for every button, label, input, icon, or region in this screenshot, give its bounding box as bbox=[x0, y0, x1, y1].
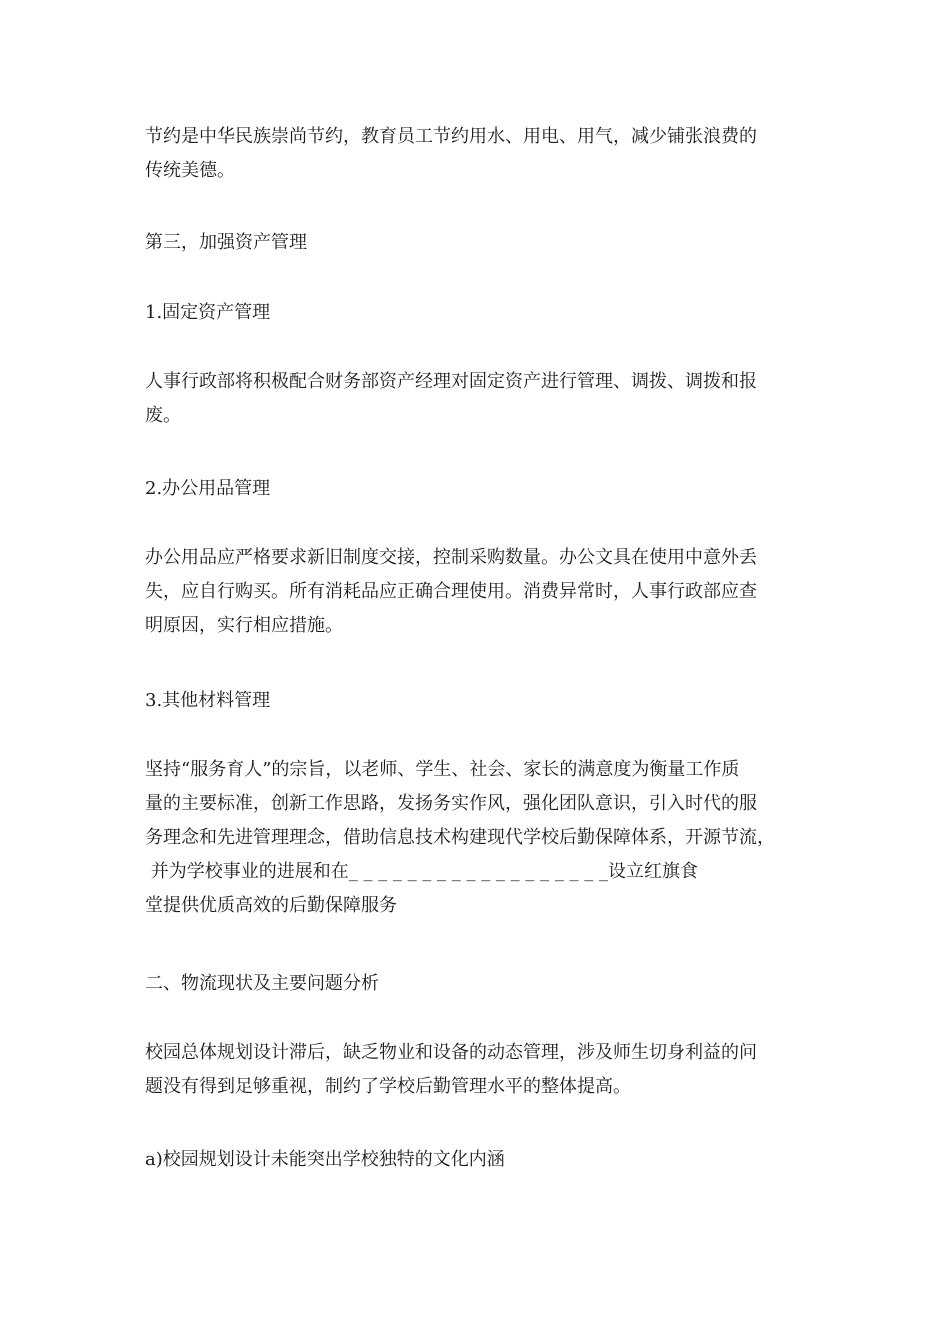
text-line: 失，应自行购买。所有消耗品应正确合理使用。消费异常时，人事行政部应查 bbox=[145, 581, 757, 602]
text-line: 节约是中华民族崇尚节约，教育员工节约用水、用电、用气，减少铺张浪费的 bbox=[145, 126, 757, 147]
paragraph-office-supplies bbox=[145, 541, 810, 643]
paragraph-service-principle bbox=[145, 753, 810, 923]
paragraph-campus-planning bbox=[145, 1036, 810, 1104]
text-line: 坚持“服务育人”的宗旨，以老师、学生、社会、家长的满意度为衡量工作质 bbox=[145, 759, 740, 780]
text-line: 并为学校事业的进展和在_ _ _ _ _ _ _ _ _ _ _ _ _ _ _ _ _ _设立红旗食 bbox=[145, 861, 698, 882]
text-line: 量的主要标准，创新工作思路，发扬务实作风，强化团队意识，引入时代的服 bbox=[145, 793, 757, 814]
paragraph-frugality bbox=[145, 120, 810, 188]
section-heading-asset-management: 第三，加强资产管理 bbox=[145, 232, 307, 253]
subheading-office-supplies: 2.办公用品管理 bbox=[145, 478, 271, 499]
text-line: 明原因，实行相应措施。 bbox=[145, 615, 343, 636]
subheading-campus-culture: a)校园规划设计未能突出学校独特的文化内涵 bbox=[145, 1149, 505, 1170]
text-line: 人事行政部将积极配合财务部资产经理对固定资产进行管理、调拨、调拨和报 bbox=[145, 371, 757, 392]
subheading-fixed-assets: 1.固定资产管理 bbox=[145, 302, 271, 323]
paragraph-fixed-assets bbox=[145, 365, 810, 433]
text-line: 务理念和先进管理理念，借助信息技术构建现代学校后勤保障体系，开源节流， bbox=[145, 827, 775, 848]
section-heading-logistics-analysis: 二、物流现状及主要问题分析 bbox=[145, 973, 379, 994]
text-line: 题没有得到足够重视，制约了学校后勤管理水平的整体提高。 bbox=[145, 1076, 631, 1097]
text-line: 传统美德。 bbox=[145, 160, 235, 181]
text-line: 废。 bbox=[145, 405, 181, 426]
subheading-other-materials: 3.其他材料管理 bbox=[145, 690, 271, 711]
text-line: 堂提供优质高效的后勤保障服务 bbox=[145, 895, 397, 916]
text-line: 办公用品应严格要求新旧制度交接，控制采购数量。办公文具在使用中意外丢 bbox=[145, 547, 757, 568]
text-line: 校园总体规划设计滞后，缺乏物业和设备的动态管理，涉及师生切身利益的问 bbox=[145, 1042, 757, 1063]
